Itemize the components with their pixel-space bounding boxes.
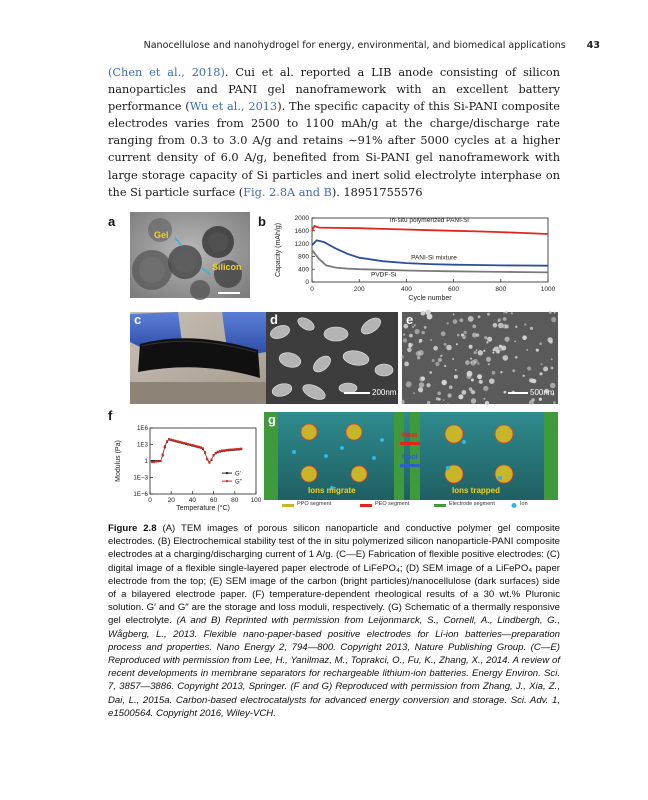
sem-particle (448, 393, 452, 397)
data-point (155, 461, 157, 463)
sem-particle (473, 359, 478, 364)
y-tick-label: 0 (305, 279, 309, 287)
sem-particle (487, 313, 490, 316)
sem-particle (478, 350, 483, 355)
capacity-chart (268, 212, 558, 312)
legend-electrode: Electrode segment (449, 501, 495, 507)
sem-particle (441, 331, 446, 336)
scale-bar-d: 200nm (372, 388, 397, 397)
sem-particle (437, 392, 441, 396)
sem-particle (415, 329, 420, 334)
data-point (211, 458, 213, 460)
sem-particle (493, 323, 498, 328)
sem-particle (503, 317, 507, 321)
sem-particle (503, 312, 505, 314)
legend-marker (226, 480, 228, 482)
x-tick-label: 800 (495, 286, 507, 293)
x-tick-label: 100 (250, 497, 262, 504)
sem-particle (471, 398, 476, 403)
sem-particle (498, 320, 500, 322)
sem-particle (436, 397, 439, 400)
sem-particle (498, 346, 503, 351)
data-point (213, 454, 215, 456)
sem-particle (547, 337, 552, 342)
sem-particle (551, 367, 554, 370)
gel-electrolyte-schematic (264, 412, 558, 510)
sem-particle (514, 341, 516, 343)
sem-particle (474, 351, 477, 354)
y-tick-label: 400 (298, 266, 309, 274)
sem-particle (470, 390, 474, 394)
sem-particle (477, 363, 479, 365)
citation-link[interactable]: Wu et al., 2013 (189, 100, 278, 114)
y-tick-label: 1E3 (136, 441, 148, 449)
x-tick-label: 400 (400, 286, 412, 293)
sem-particle (435, 362, 439, 366)
x-tick-label: 600 (448, 286, 460, 293)
sem-particle (424, 326, 427, 329)
sem-particle (426, 383, 430, 387)
sem-particle (531, 398, 534, 401)
sem-particle (483, 386, 488, 391)
panel-c-photo (130, 312, 266, 404)
x-tick-label: 40 (188, 497, 197, 504)
figure-2-8 (108, 212, 558, 524)
panel-c-label: c (134, 312, 142, 327)
sem-particle (486, 341, 488, 343)
panel-f-label: f (108, 408, 113, 423)
sem-particle (539, 398, 542, 401)
data-point (200, 446, 202, 448)
sem-particle (553, 401, 556, 404)
series-line (312, 240, 548, 265)
y-tick-label: 1600 (294, 228, 309, 235)
sem-particle (511, 312, 513, 314)
series-line (312, 226, 548, 234)
citation-link[interactable]: (Chen et al., 2018) (108, 66, 225, 79)
sem-particle (400, 355, 404, 359)
ions-trapped-label: Ions trapped (452, 486, 501, 495)
sem-particle (421, 377, 425, 381)
sem-particle (418, 387, 423, 392)
sem-particle (444, 365, 446, 367)
sem-particle (498, 323, 504, 329)
scale-bar-e: 500nm (530, 388, 555, 397)
caption-text: (A) TEM images of porous silicon nanoparticle and conductive polymer gel composite electrodes. (B) Electrochemical stability test of the in situ polymerized silicon nanoparticle-PANI composite electrodes at a charging/discharging current of 1 A/g. (C—E) Fabrication of flexible positive electrodes: (C) digital image of a flexible single-layered paper electrode of LiFePO₄; (D) SEM image of a LiFePO₄ paper electrode from the top; (E) SEM image of the carbon (bright particles)/nanocellulose (dark surfaces) side of a bilayered electrode paper. (F) temperature-dependent rheological results of a 30 wt.% Pluronic solution. G′ and G″ are the storage and loss moduli, respectively. (G) Schematic of a thermally responsive gel electrolyte. (108, 523, 560, 627)
sem-particle (479, 380, 483, 384)
y-tick-label: 1E−3 (133, 474, 148, 482)
sem-particle (466, 374, 471, 379)
sem-particle (484, 336, 487, 339)
data-point (194, 445, 196, 447)
sem-particle (492, 371, 496, 375)
sem-particle (432, 359, 435, 362)
sem-particle (483, 398, 485, 400)
cool-label: Cool (402, 454, 418, 461)
body-text-1: . Cui et al. reported a LIB anode consisting of silicon nanoparticles and PANI gel nanoframework with an excellent battery performance ( (108, 66, 560, 114)
sem-particle (470, 362, 472, 364)
sem-particle (551, 358, 553, 360)
sem-particle (541, 363, 543, 365)
sem-particle (452, 358, 454, 360)
data-point (185, 442, 187, 444)
sem-particle (468, 316, 474, 322)
sem-particle (430, 339, 432, 341)
x-axis-label: Cycle number (408, 295, 452, 302)
sem-particle (427, 401, 431, 405)
data-point (198, 446, 200, 448)
sem-particle (539, 342, 542, 345)
data-point (219, 450, 221, 452)
sem-particle (449, 385, 453, 389)
legend-marker (226, 472, 228, 474)
x-tick-label: 20 (167, 497, 175, 504)
data-point (240, 448, 242, 450)
sem-particle (438, 358, 442, 362)
sem-particle (500, 371, 502, 373)
flexible-electrode-photo (130, 312, 266, 404)
body-text-2: ). The specific capacity of this Si-PANI composite electrodes varies from 2500 to 1100 mAh/g at the charge/discharge rate ranging from 0.3 to 3.0 A/g and retains ∼91% after 5000 cycles at a higher current density of 6.0 A/g, benefited from Si-PANI gel nanoframework with large storage capacity of Si particles and inert solid electrolyte interphase on the Si particle surface ( (108, 100, 560, 199)
sem-particle (413, 392, 415, 394)
data-point (162, 453, 164, 455)
y-tick-label: 1E−6 (133, 491, 148, 499)
legend-label: G'' (235, 479, 242, 486)
sem-particle (458, 394, 463, 399)
sem-particle (429, 371, 432, 374)
sem-particle (454, 375, 458, 379)
panel-g-label: g (268, 412, 276, 427)
sem-particle (536, 349, 539, 352)
sem-particle (488, 363, 490, 365)
series-annotation: PANI-Si mixture (411, 254, 457, 262)
data-point (166, 440, 168, 442)
sem-particle (503, 355, 509, 361)
sem-particle (471, 379, 474, 382)
sem-particle (496, 346, 498, 348)
data-point (168, 438, 170, 440)
sem-particle (453, 319, 458, 324)
sem-particle (421, 331, 425, 335)
sem-particle (419, 382, 425, 388)
data-point (208, 461, 210, 463)
sem-particle (554, 312, 556, 314)
sem-particle (407, 348, 412, 353)
data-point (230, 449, 232, 451)
data-point (221, 450, 223, 452)
panel-d-sem-image (266, 312, 398, 404)
data-point (177, 440, 179, 442)
sem-particle (447, 322, 449, 324)
sem-particle (530, 327, 533, 330)
y-tick-label: 2000 (294, 215, 309, 223)
sem-particle (447, 403, 449, 405)
running-header (0, 40, 600, 51)
sem-particle (543, 367, 548, 372)
data-point (189, 444, 191, 446)
gel-label: Gel (154, 230, 169, 240)
data-point (223, 449, 225, 451)
body-paragraph (108, 64, 560, 201)
sem-particle (403, 334, 405, 336)
data-point (191, 444, 193, 446)
sem-particle (485, 401, 489, 405)
series-annotation: PVDF-Si (371, 271, 397, 279)
data-point (183, 442, 185, 444)
sem-particle (442, 380, 447, 385)
sem-particle (505, 311, 507, 313)
panel-a-tem-image (108, 212, 250, 298)
y-tick-label: 1200 (294, 240, 309, 248)
sem-particle (505, 337, 510, 342)
data-point (181, 441, 183, 443)
x-tick-label: 80 (231, 497, 239, 504)
panel-b-label: b (258, 214, 266, 229)
sem-particle (512, 369, 515, 372)
sem-particle (539, 372, 542, 375)
data-point (174, 440, 176, 442)
sem-particle (483, 350, 485, 352)
sem-particle (456, 343, 458, 345)
sem-particle (462, 335, 466, 339)
data-point (232, 449, 234, 451)
sem-particle (433, 346, 438, 351)
sem-particle (551, 317, 556, 322)
sem-particle (409, 334, 413, 338)
x-tick-label: 1000 (540, 286, 556, 293)
sem-particle (462, 390, 467, 395)
y-tick-label: 1 (144, 458, 148, 466)
x-tick-label: 200 (353, 286, 365, 293)
sem-particle (455, 369, 457, 371)
figure-reference-link[interactable]: Fig. 2.8A and B (243, 185, 332, 199)
sem-particle (444, 343, 447, 346)
sem-particle (472, 325, 476, 329)
data-point (187, 443, 189, 445)
sem-particle (527, 367, 531, 371)
sem-particle (476, 349, 478, 351)
sem-particle (523, 375, 525, 377)
sem-particle (453, 314, 455, 316)
sem-particle (446, 345, 452, 351)
data-point (204, 451, 206, 453)
sem-particle (469, 345, 473, 349)
panel-e-sem-image (402, 312, 558, 404)
sem-particle (503, 391, 506, 394)
y-axis-label: Capacity (mAh/g) (275, 222, 282, 278)
running-title: Nanocellulose and nanohydrogel for energy, environmental, and biomedical applications (143, 40, 566, 51)
caption-label: Figure 2.8 (108, 523, 157, 534)
sem-particle (416, 351, 421, 356)
sem-particle (443, 399, 445, 401)
sem-particle (522, 335, 527, 340)
data-point (202, 447, 204, 449)
panel-a-label: a (108, 214, 116, 229)
data-point (196, 445, 198, 447)
y-axis-label: Modulus (Pa) (115, 440, 122, 482)
data-point (164, 445, 166, 447)
sem-particle (530, 378, 535, 383)
data-point (234, 448, 236, 450)
data-point (225, 449, 227, 451)
sem-particle (486, 357, 491, 362)
sem-particle (464, 331, 467, 334)
sem-particle (404, 362, 409, 367)
sem-particle (425, 310, 430, 315)
page-number: 43 (586, 40, 600, 51)
sem-particle (400, 400, 404, 404)
sem-particle (470, 358, 472, 360)
sem-particle (421, 311, 426, 316)
data-point (179, 441, 181, 443)
data-point (227, 449, 229, 451)
x-tick-label: 0 (148, 497, 152, 504)
data-point (151, 461, 153, 463)
sem-particle (408, 343, 411, 346)
sem-particle (403, 338, 407, 342)
data-point (206, 458, 208, 460)
sem-particle (472, 333, 477, 338)
ions-migrate-label: Ions migrate (308, 486, 356, 495)
sem-particle (414, 324, 416, 326)
sem-particle (406, 381, 412, 387)
x-tick-label: 60 (209, 497, 218, 504)
sem-particle (515, 326, 517, 328)
tem-image (130, 212, 250, 298)
panel-e-label: e (406, 312, 414, 327)
sem-particle (419, 339, 422, 342)
sem-particle (487, 337, 492, 342)
sem-particle (549, 311, 552, 314)
legend-ion: Ion (520, 501, 528, 507)
sem-particle (524, 323, 526, 325)
sem-particle (477, 374, 482, 379)
data-point (215, 452, 217, 454)
legend-label: G' (235, 471, 241, 478)
series-annotation: In-situ polymerized PANI-Si (389, 216, 469, 224)
data-point (236, 448, 238, 450)
sem-particle (465, 360, 470, 365)
x-tick-label: 0 (310, 286, 314, 293)
legend-peo: PEO segment (375, 501, 410, 507)
silicon-label: Silicon (212, 262, 242, 272)
sem-particle (489, 378, 495, 384)
caption-credits: (A and B) Reprinted with permission from Leijonmarck, S., Cornell, A., Lindbergh, G., Wågberg, L., 2013. Flexible nano-paper-based positive electrodes for Li-ion batteries—preparation process and properties. Nano Energy 2, 794—800. Copyright 2013, Nature Publishing Group. (C—E) Reproduced with permission from Lee, H., Yanilmaz, M., Toprakci, O., Fu, K., Zhang, X., 2014. A review of recent developments in membrane separators for rechargeable lithium-ion batteries. Energy Environ. Sci. 7, 3857—3886. Copyright 2013, Springer. (F and G) Reproduced with permission from Zhang, J., Xia, Z., Dai, L., 2015a. Carbon-based electrocatalysts for advanced energy conversion and storage. Sci. Adv. 1, e1500564. Copyright 2016, Wiley-VCH. (108, 615, 560, 719)
sem-particle (492, 352, 494, 354)
sem-particle (459, 318, 463, 322)
x-axis-label: Temperature (°C) (176, 505, 230, 512)
heat-label: Heat (402, 432, 418, 439)
body-text-3: ). 18951755576 (331, 185, 423, 199)
sem-particle (417, 356, 420, 359)
sem-particle (515, 356, 518, 359)
sem-particle (457, 334, 460, 337)
sem-particle (526, 349, 528, 351)
figure-caption (108, 522, 560, 720)
panel-g-schematic (264, 412, 558, 510)
data-point (217, 451, 219, 453)
data-point (172, 439, 174, 441)
data-point (160, 460, 162, 462)
rheology-chart (108, 408, 264, 512)
data-point (153, 461, 155, 463)
data-point (238, 448, 240, 450)
y-tick-label: 1E6 (136, 425, 148, 433)
sem-particle (440, 356, 442, 358)
y-tick-label: 800 (298, 253, 309, 261)
sem-particle (478, 315, 481, 318)
panel-d-label: d (270, 312, 278, 327)
data-point (158, 461, 160, 463)
data-point (170, 439, 172, 441)
legend-ppo: PPO segment (297, 501, 332, 507)
